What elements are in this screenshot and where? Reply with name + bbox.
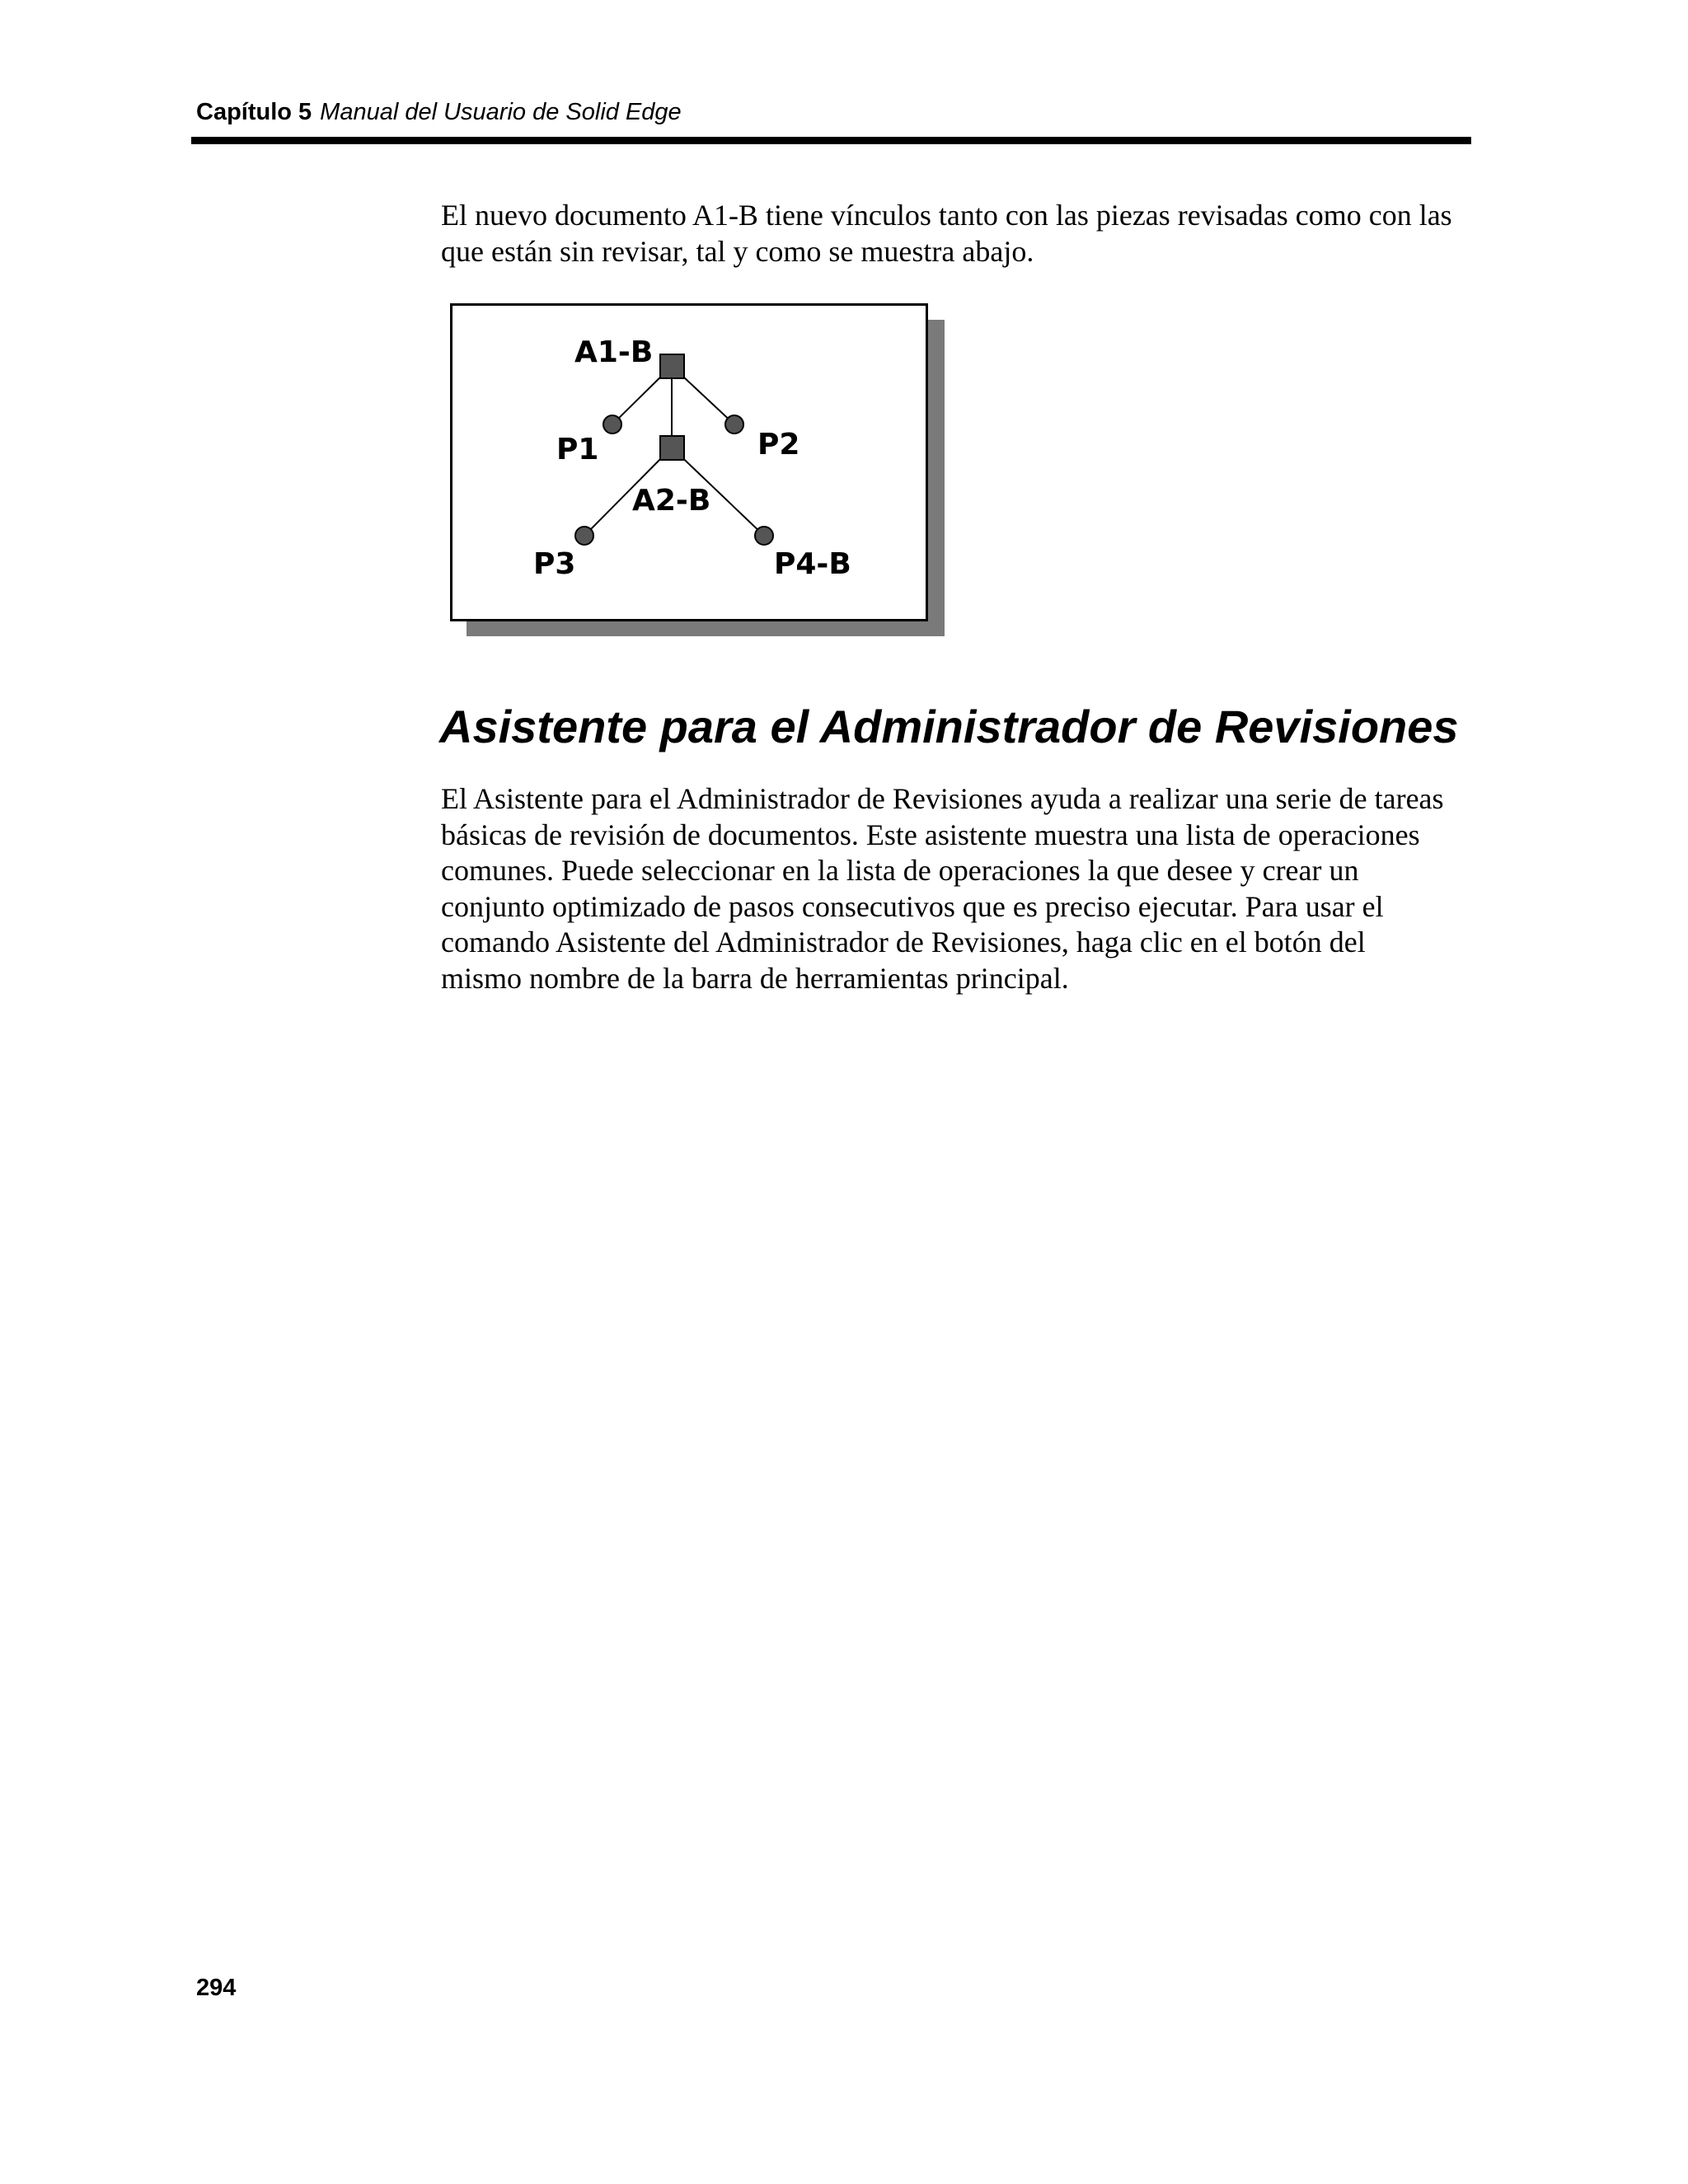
section-line: El Asistente para el Administrador de Revisiones ayuda a realizar una serie de tareas — [441, 782, 1444, 815]
label-p4b: P4-B — [774, 547, 851, 581]
section-paragraph — [441, 781, 1479, 996]
assembly-node-a1b — [660, 354, 684, 378]
label-p2: P2 — [757, 428, 800, 462]
running-header — [196, 97, 682, 127]
section-line: comando Asistente del Administrador de Revisiones, haga clic en el botón del — [441, 926, 1366, 958]
label-a1b: A1-B — [574, 335, 654, 369]
intro-line: que están sin revisar, tal y como se muestra abajo. — [441, 234, 1034, 268]
part-node-p2 — [725, 415, 743, 434]
section-line: básicas de revisión de documentos. Este asistente muestra una lista de operaciones — [441, 818, 1420, 851]
chapter-label: Capítulo 5 — [196, 99, 312, 125]
section-line: comunes. Puede seleccionar en la lista de operaciones la que desee y crear un — [441, 854, 1359, 887]
assembly-tree-figure — [450, 303, 946, 638]
label-a2b: A2-B — [632, 484, 711, 518]
part-node-p3 — [575, 527, 593, 545]
label-p1: P1 — [556, 433, 599, 466]
intro-paragraph — [441, 198, 1479, 269]
manual-title: Manual del Usuario de Solid Edge — [320, 99, 682, 125]
section-line: mismo nombre de la barra de herramientas principal. — [441, 961, 1069, 995]
page-number: 294 — [196, 1975, 237, 2001]
part-node-p4b — [755, 527, 773, 545]
section-heading: Asistente para el Administrador de Revisiones — [439, 701, 1459, 752]
section-line: conjunto optimizado de pasos consecutivos que es preciso ejecutar. Para usar el — [441, 889, 1384, 923]
assembly-tree-diagram — [452, 306, 926, 619]
label-p3: P3 — [533, 547, 576, 581]
intro-line: El nuevo documento A1-B tiene vínculos tanto con las piezas revisadas como con las — [441, 199, 1452, 232]
figure-frame — [450, 303, 928, 621]
header-rule — [191, 137, 1471, 144]
assembly-node-a2b — [660, 436, 684, 460]
part-node-p1 — [603, 415, 621, 434]
